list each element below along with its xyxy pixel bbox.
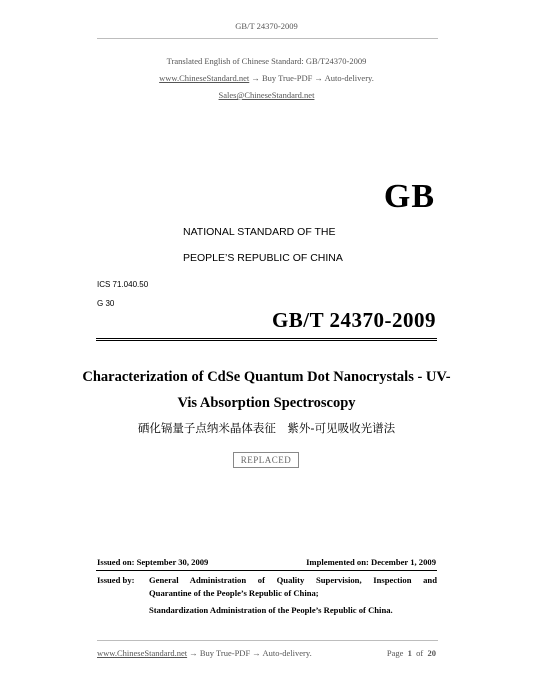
issuer-line1: General Administration of Quality Supervision, Inspection and [149, 575, 437, 585]
national-standard-line2: PEOPLE’S REPUBLIC OF CHINA [183, 252, 343, 264]
footer-divider [97, 640, 438, 641]
standard-code: GB/T 24370-2009 [271, 308, 436, 332]
issuer-line3: Standardization Administration of the People’s Republic of China. [149, 605, 393, 615]
gb-logo: GB [383, 178, 435, 215]
buy-line [0, 73, 533, 83]
chinese-title: 硒化镉量子点纳米晶体表征 紫外-可见吸收光谱法 [137, 421, 396, 435]
translated-notice: Translated English of Chinese Standard: GB/T24370-2009 [166, 56, 367, 66]
header-divider [97, 38, 438, 39]
english-title-line2: Vis Absorption Spectroscopy [177, 395, 356, 411]
status-badge: REPLACED [233, 452, 299, 468]
page-of: of [416, 648, 424, 658]
page-total: 20 [427, 648, 436, 658]
national-standard-line1: NATIONAL STANDARD OF THE [183, 226, 336, 238]
page-label: Page [386, 648, 404, 658]
footer-buy-line [97, 648, 312, 658]
implemented-date: Implemented on: December 1, 2009 [306, 557, 436, 567]
footer-site-link[interactable]: www.ChineseStandard.net [97, 648, 188, 658]
dates-divider [96, 570, 437, 571]
ics-code: ICS 71.040.50 [97, 280, 149, 289]
site-link[interactable]: www.ChineseStandard.net [159, 73, 250, 83]
page-current: 1 [407, 648, 412, 658]
footer-buy-text: → Buy True-PDF → Auto-delivery. [187, 648, 312, 658]
code-divider-bottom [96, 340, 437, 341]
running-header-code: GB/T 24370-2009 [235, 21, 298, 31]
classification-code: G 30 [97, 299, 115, 308]
issued-date: Issued on: September 30, 2009 [97, 557, 209, 567]
issued-by-label: Issued by: [97, 575, 135, 585]
page-indicator [387, 648, 436, 658]
english-title-line1: Characterization of CdSe Quantum Dot Nanocrystals - UV- [82, 369, 451, 385]
buy-text: → Buy True-PDF → Auto-delivery. [249, 73, 374, 83]
email-line [0, 90, 533, 100]
issuer-line2: Quarantine of the People’s Republic of China; [149, 588, 319, 598]
code-divider-top [96, 338, 437, 339]
email-link[interactable]: Sales@ChineseStandard.net [218, 90, 315, 100]
